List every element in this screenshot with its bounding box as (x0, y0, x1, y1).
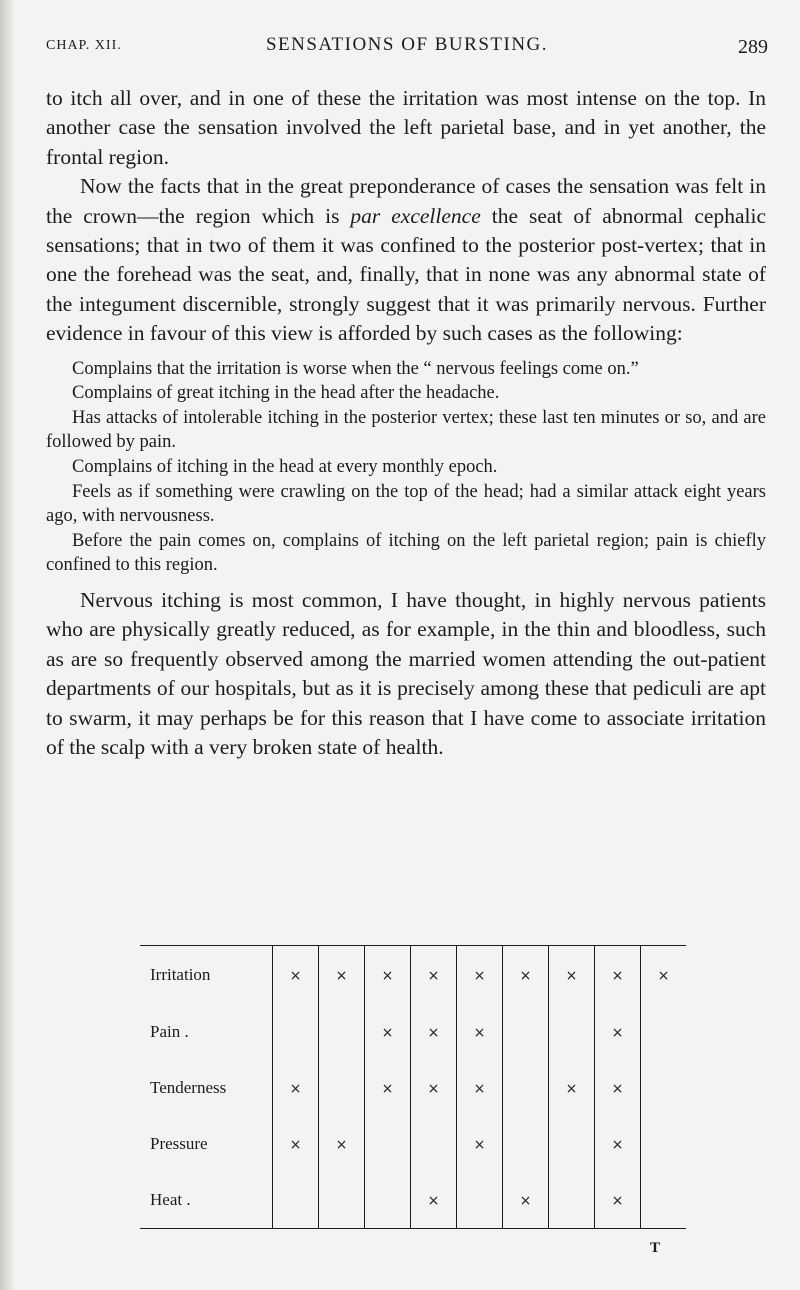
case-item: Feels as if something were crawling on the top of the head; had a similar attack eight years ago, with nervousness. (46, 481, 766, 527)
table-cell (319, 1172, 365, 1229)
cross-mark: × (565, 968, 578, 984)
table-cell (411, 946, 457, 1005)
case-item: Complains of great itching in the head after the headache. (72, 383, 500, 404)
table-row-label: Tenderness (150, 1078, 227, 1097)
cross-mark: × (473, 1025, 486, 1041)
cross-mark: × (519, 1193, 532, 1209)
cross-mark: × (611, 1081, 624, 1097)
cross-mark: × (335, 968, 348, 984)
cross-mark: × (381, 968, 394, 984)
paragraph-2 (46, 172, 766, 348)
table-row (140, 1116, 686, 1172)
table-cell (641, 1116, 687, 1172)
table-cell (365, 1060, 411, 1116)
paragraph-2-italic: par excellence (350, 203, 481, 228)
cross-mark: × (611, 1193, 624, 1209)
paragraph-2-text-after: the seat of abnormal cephalic sensations; that in two of them it was confined to the posterior post-vertex; that in one the forehead was the seat, and, finally, that in none was any abnormal state of the integument discernible, strongly suggest that it was primarily nervous. Further evidence in favour of this view is afforded by such cases as the following: (46, 203, 766, 346)
table-cell (411, 1004, 457, 1060)
table-cell (595, 1172, 641, 1229)
table-cell (411, 1060, 457, 1116)
cross-mark: × (611, 1025, 624, 1041)
table-cell (319, 946, 365, 1005)
table-cell (503, 1172, 549, 1229)
table-cell (365, 946, 411, 1005)
signature-mark: T (650, 1240, 661, 1256)
table-cell (273, 1060, 319, 1116)
page-edge-shadow (0, 0, 14, 1290)
case-list (46, 357, 766, 578)
symptom-table-wrapper (140, 945, 686, 1229)
cross-mark: × (473, 1137, 486, 1153)
table-cell (273, 1116, 319, 1172)
cross-mark: × (381, 1025, 394, 1041)
case-item: Complains of itching in the head at every monthly epoch. (72, 457, 498, 478)
chapter-label: CHAP. XII. (46, 38, 122, 53)
table-cell (503, 1060, 549, 1116)
table-cell (457, 1172, 503, 1229)
cross-mark: × (473, 968, 486, 984)
table-row (140, 1060, 686, 1116)
cross-mark: × (427, 1025, 440, 1041)
table-cell (457, 1060, 503, 1116)
case-item: Has attacks of intolerable itching in the posterior vertex; these last ten minutes or so, and are followed by pain. (46, 407, 766, 453)
table-cell (595, 1116, 641, 1172)
paragraph-3: Nervous itching is most common, I have thought, in highly nervous patients who are physically greatly reduced, as for example, in the thin and bloodless, such as are so frequently observed among the married women attending the out-patient departments of our hospitals, but as it is precisely among these that pediculi are apt to swarm, it may perhaps be for this reason that I have come to associate irritation of the scalp with a very broken state of health. (46, 588, 766, 760)
table-cell (319, 1060, 365, 1116)
case-item: Complains that the irritation is worse when the “ nervous feelings come on.” (72, 358, 639, 379)
cross-mark: × (519, 968, 532, 984)
cross-mark: × (381, 1081, 394, 1097)
table-cell (273, 946, 319, 1005)
table-row-label: Irritation (150, 965, 211, 984)
cross-mark: × (427, 1193, 440, 1209)
table-cell (319, 1004, 365, 1060)
running-header (46, 34, 768, 64)
table-cell (549, 1004, 595, 1060)
table-cell (595, 1060, 641, 1116)
table-cell (365, 1004, 411, 1060)
cross-mark: × (565, 1081, 578, 1097)
table-cell (549, 1060, 595, 1116)
cross-mark: × (427, 968, 440, 984)
cross-mark: × (289, 1081, 302, 1097)
table-cell (549, 1172, 595, 1229)
table-cell (549, 1116, 595, 1172)
paragraph-1: to itch all over, and in one of these the irritation was most intense on the top. In another case the sensation involved the left parietal base, and in yet another, the frontal region. (46, 86, 766, 169)
table-cell (273, 1004, 319, 1060)
cross-mark: × (289, 968, 302, 984)
table-cell (411, 1172, 457, 1229)
table-cell (595, 946, 641, 1005)
cross-mark: × (289, 1137, 302, 1153)
page-number: 289 (738, 36, 768, 58)
cross-mark: × (473, 1081, 486, 1097)
cross-mark: × (427, 1081, 440, 1097)
case-item: Before the pain comes on, complains of itching on the left parietal region; pain is chiefly confined to this region. (46, 530, 766, 576)
cross-mark: × (611, 968, 624, 984)
cross-mark: × (611, 1137, 624, 1153)
table-cell (549, 946, 595, 1005)
symptom-table (140, 945, 686, 1229)
table-cell (319, 1116, 365, 1172)
cross-mark: × (335, 1137, 348, 1153)
table-row (140, 1004, 686, 1060)
table-cell (457, 1116, 503, 1172)
table-cell (457, 946, 503, 1005)
table-row-label: Pain . (150, 1022, 189, 1041)
cross-mark: × (657, 968, 670, 984)
table-row (140, 1172, 686, 1229)
table-row-label: Pressure (150, 1134, 208, 1153)
table-cell (595, 1004, 641, 1060)
table-cell (457, 1004, 503, 1060)
table-cell (503, 1116, 549, 1172)
table-row (140, 946, 686, 1005)
table-cell (503, 946, 549, 1005)
table-cell (365, 1172, 411, 1229)
table-cell (641, 1172, 687, 1229)
table-cell (503, 1004, 549, 1060)
table-cell (365, 1116, 411, 1172)
table-cell (273, 1172, 319, 1229)
running-title: SENSATIONS OF BURSTING. (265, 34, 549, 55)
table-cell (641, 946, 687, 1005)
table-cell (641, 1060, 687, 1116)
page-body (46, 84, 766, 762)
paragraph-2-text-before: Now the facts that in the great preponderance of cases the sensation was felt in the crown—the region which is (46, 174, 766, 228)
table-cell (641, 1004, 687, 1060)
table-cell (411, 1116, 457, 1172)
table-row-label: Heat . (150, 1190, 191, 1209)
